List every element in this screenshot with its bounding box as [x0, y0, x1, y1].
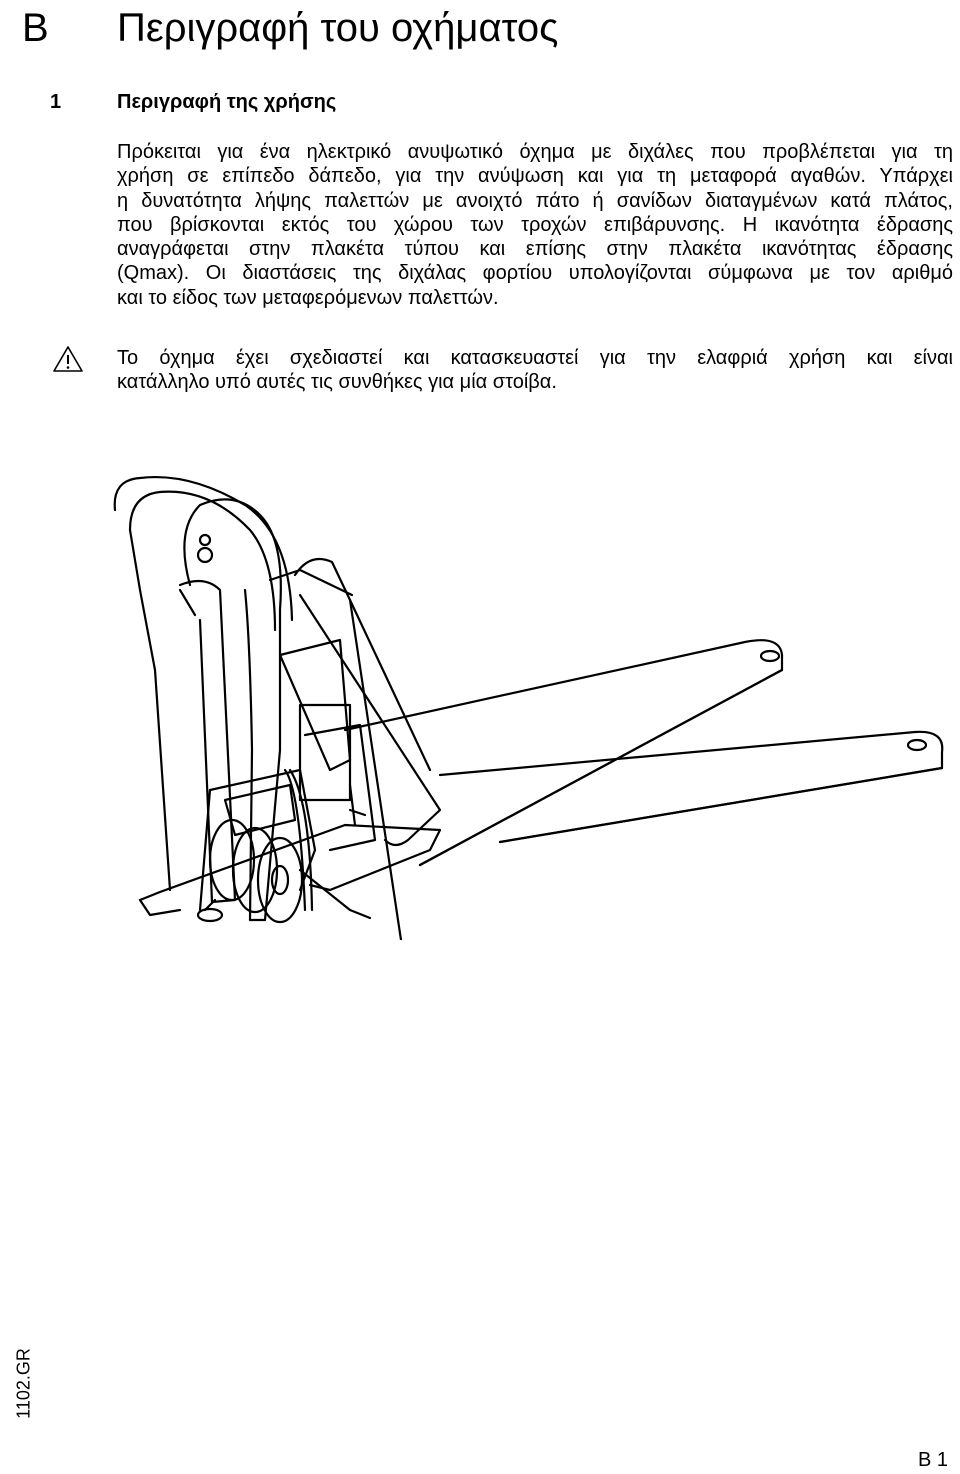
- paragraph-line: (Qmax). Οι διαστάσεις της διχάλας φορτίου υπολογίζονται σύμφωνα με τον αριθμό: [117, 262, 953, 285]
- paragraph-line: κατάλληλο υπό αυτές τις συνθήκες για μία στοίβα.: [117, 371, 557, 394]
- pallet-truck-illustration: [0, 470, 960, 940]
- paragraph-line: η δυνατότητα λήψης παλεττών με ανοιχτό πάτο ή σανίδων διαταγμένων κατά πλάτος,: [117, 189, 953, 212]
- paragraph-line: Πρόκειται για ένα ηλεκτρικό ανυψωτικό όχημα με διχάλες που προβλέπεται για τη: [117, 141, 953, 163]
- warning-paragraph: [117, 346, 953, 395]
- warning-triangle-icon: [52, 345, 84, 373]
- paragraph-line: Το όχημα έχει σχεδιαστεί και κατασκευαστεί για την ελαφριά χρήση και είναι: [117, 347, 953, 369]
- paragraph-line: που βρίσκονται εκτός του χώρου των τροχών επιβάρυνσης. Η ικανότητα έδρασης: [117, 213, 953, 236]
- chapter-letter: B: [22, 6, 49, 50]
- section-title: Περιγραφή της χρήσης: [117, 91, 337, 113]
- document-code: 1102.GR: [13, 1348, 34, 1419]
- paragraph-line: χρήση σε επίπεδο δάπεδο, για την ανύψωση και για τη μεταφορά αγαθών. Υπάρχει: [117, 165, 953, 188]
- paragraph-line: και το είδος των μεταφερόμενων παλεττών.: [117, 286, 499, 309]
- paragraph-line: αναγράφεται στην πλακέτα τύπου και επίσης στην πλακέτα ικανότητας έδρασης: [117, 238, 953, 261]
- chapter-title: Περιγραφή του οχήματος: [117, 6, 559, 50]
- section-number: 1: [50, 91, 62, 113]
- description-paragraph: [117, 140, 953, 310]
- page-number: B 1: [917, 1449, 948, 1471]
